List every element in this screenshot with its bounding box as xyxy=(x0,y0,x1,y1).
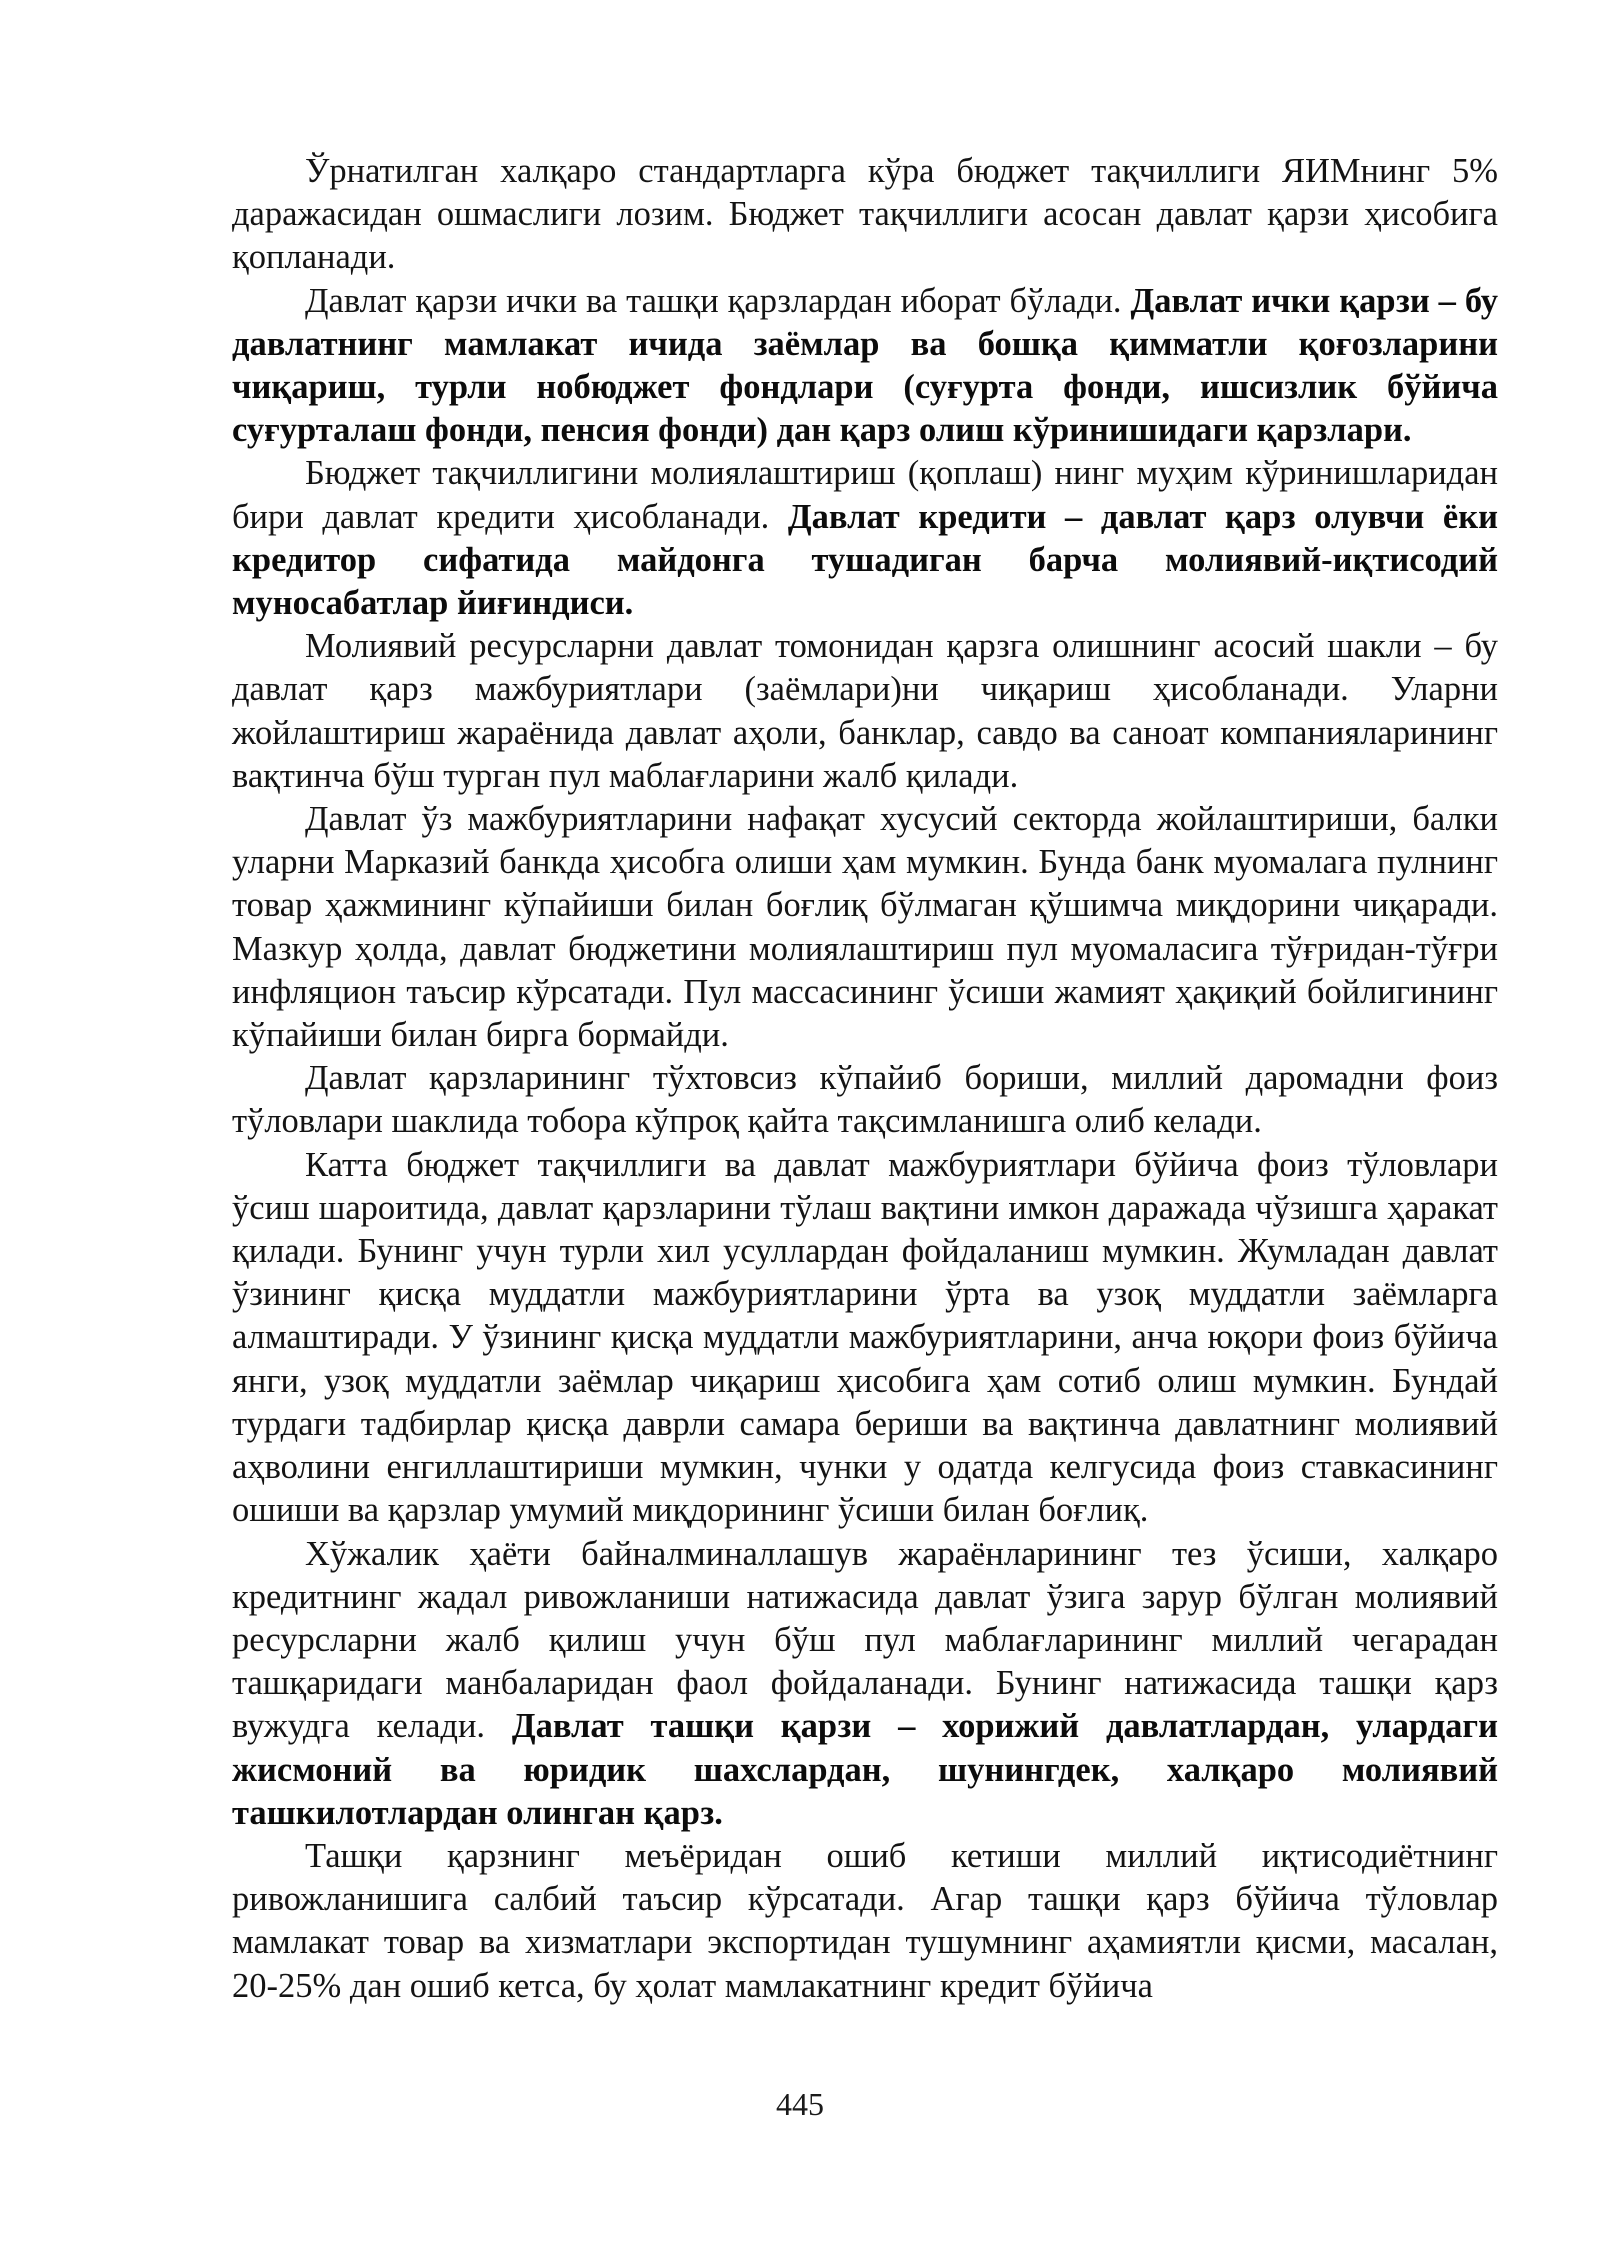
definition-internal-debt: Давлат ички қарзи – бу давлатнинг мамлакат ичида заёмлар ва бошқа қимматли қоғозларини чиқариш, турли нобюджет фондлари (суғурта фонди, ишсизлик бўйича суғурталаш фонди, пенсия фонди) дан қарз олиш кўринишидаги қарзлари. xyxy=(232,281,1499,450)
page-number: 445 xyxy=(776,2086,824,2122)
body-text xyxy=(232,150,1498,2008)
paragraph-4: Молиявий ресурсларни давлат томонидан қарзга олишнинг асосий шакли – бу давлат қарз мажбуриятлари (заёмлари)ни чиқариш ҳисобланади. Уларни жойлаштириш жараёнида давлат аҳоли, банклар, савдо ва саноат компанияларининг вақтинча бўш турган пул маблағларини жалб қилади. xyxy=(232,627,1498,795)
paragraph-9: Ташқи қарзнинг меъёридан ошиб кетиши миллий иқтисодиётнинг ривожланишига салбий таъсир кўрсатади. Агар ташқи қарз бўйича тўловлар мамлакат товар ва хизматлари экспортидан тушумнинг аҳамиятли қисми, масалан, 20-25% дан ошиб кетса, бу ҳолат мамлакатнинг кредит бўйича xyxy=(232,1836,1498,2005)
paragraph-1: Ўрнатилган халқаро стандартларга кўра бюджет тақчиллиги ЯИМнинг 5% даражасидан ошмаслиги лозим. Бюджет тақчиллиги асосан давлат қарзи ҳисобига қопланади. xyxy=(232,152,1498,277)
definition-external-debt: Давлат ташқи қарзи – хорижий давлатлардан, улардаги жисмоний ва юридик шахслардан, шунингдек, халқаро молиявий ташкилотлардан олинган қарз. xyxy=(232,1707,1498,1832)
paragraph-3: Бюджет тақчиллигини молиялаштириш (қоплаш) нинг муҳим кўринишларидан бири давлат кредити ҳисобланади. Давлат кредити – давлат қарз олувчи ёки кредитор сифатида майдонга тушадиган барча молиявий-иқтисодий муносабатлар йиғиндиси. xyxy=(232,454,1498,623)
paragraph-8: Хўжалик ҳаёти байналминаллашув жараёнларининг тез ўсиши, халқаро кредитнинг жадал ривожланиши натижасида давлат ўзига зарур бўлган молиявий ресурсларни жалб қилиш учун бўш пул маблағларининг миллий чегарадан ташқаридаги манбаларидан фаол фойдаланади. Бунинг натижасида ташқи қарз вужудга келади. Давлат ташқи қарзи – хорижий давлатлардан, улардаги жисмоний ва юридик шахслардан, шунингдек, халқаро молиявий ташкилотлардан олинган қарз. xyxy=(232,1534,1498,1832)
paragraph-5: Давлат ўз мажбуриятларини нафақат хусусий секторда жойлаштириши, балки уларни Марказий банкда ҳисобга олиши ҳам мумкин. Бунда банк муомалага пулнинг товар ҳажмининг кўпайиши билан боғлиқ бўлмаган қўшимча миқдорини чиқаради. Мазкур ҳолда, давлат бюджетини молиялаштириш пул муомаласига тўғридан-тўғри инфляцион таъсир кўрсатади. Пул массасининг ўсиши жамият ҳақиқий бойлигининг кўпайиши билан бирга бормайди. xyxy=(232,800,1498,1055)
definition-state-credit: Давлат кредити – давлат қарз олувчи ёки кредитор сифатида майдонга тушадиган барча молиявий-иқтисодий муносабатлар йиғиндиси. xyxy=(232,497,1498,623)
paragraph-2: Давлат қарзи ички ва ташқи қарзлардан иборат бўлади. Давлат ички қарзи – бу давлатнинг мамлакат ичида заёмлар ва бошқа қимматли қоғозларини чиқариш, турли нобюджет фондлари (суғурта фонди, ишсизлик бўйича суғурталаш фонди, пенсия фонди) дан қарз олиш кўринишидаги қарзлари. xyxy=(232,281,1499,450)
paragraph-7: Катта бюджет тақчиллиги ва давлат мажбуриятлари бўйича фоиз тўловлари ўсиш шароитида, давлат қарзларини тўлаш вақтини имкон даражада чўзишга ҳаракат қилади. Бунинг учун турли хил усуллардан фойдаланиш мумкин. Жумладан давлат ўзининг қисқа муддатли мажбуриятларини ўрта ва узоқ муддатли заёмларга алмаштиради. У ўзининг қисқа муддатли мажбуриятларини, анча юқори фоиз бўйича янги, узоқ муддатли заёмлар чиқариш ҳисобига ҳам сотиб олиш мумкин. Бундай турдаги тадбирлар қисқа даврли самара бериши ва вақтинча давлатнинг молиявий аҳволини енгиллаштириши мумкин, чунки у одатда келгусида фоиз ставкасининг ошиши ва қарзлар умумий миқдорининг ўсиши билан боғлиқ. xyxy=(232,1145,1498,1530)
paragraph-6: Давлат қарзларининг тўхтовсиз кўпайиб бориши, миллий даромадни фоиз тўловлари шаклида тобора кўпроқ қайта тақсимланишга олиб келади. xyxy=(232,1059,1498,1141)
